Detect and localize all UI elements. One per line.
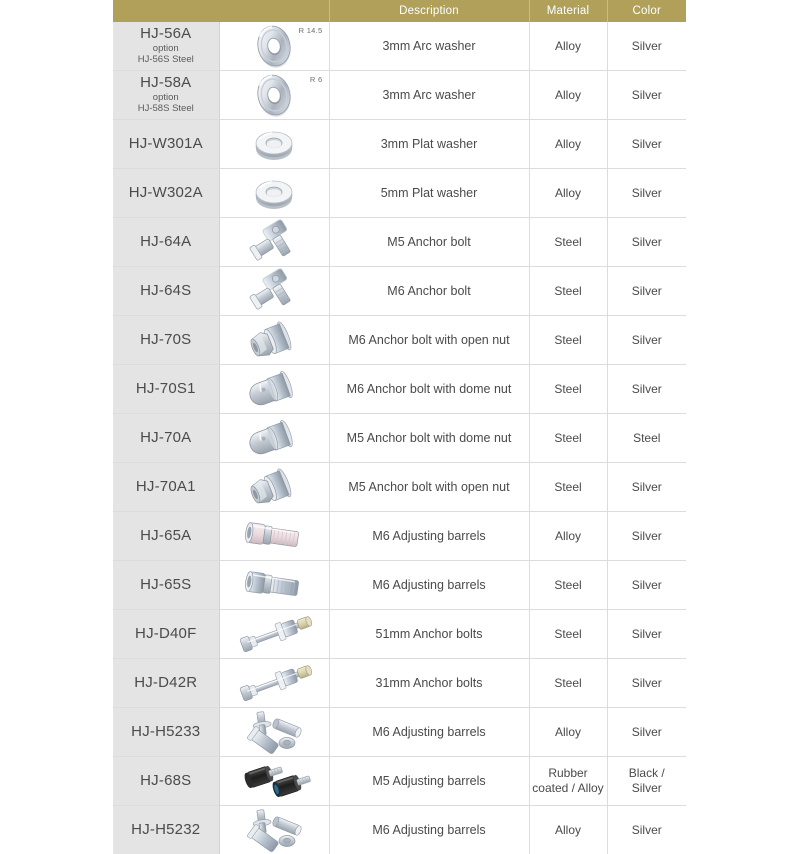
table-row: [113, 463, 686, 512]
color-text: Silver: [632, 333, 662, 347]
color-text: Silver: [632, 725, 662, 739]
table-row: [113, 267, 686, 316]
part-image-cell: [219, 512, 329, 561]
description-text: 3mm Plat washer: [381, 137, 478, 151]
description-text: M6 Adjusting barrels: [372, 725, 485, 739]
color-cell: [607, 708, 686, 757]
table-row: [113, 806, 686, 854]
part-image-cell: [219, 757, 329, 806]
part-option-label: option: [113, 44, 219, 55]
description-cell: [329, 316, 529, 365]
description-cell: [329, 365, 529, 414]
part-number: HJ-D40F: [113, 626, 219, 643]
header-image: [219, 0, 329, 22]
part-number: HJ-H5233: [113, 724, 219, 741]
part-image-cell: [219, 610, 329, 659]
material-text: Alloy: [555, 186, 581, 200]
material-text: Steel: [554, 333, 581, 347]
material-cell: [529, 757, 607, 806]
color-text: Silver: [632, 137, 662, 151]
description-text: 3mm Arc washer: [382, 88, 475, 102]
material-cell: [529, 169, 607, 218]
color-text: Silver: [632, 529, 662, 543]
header-row: [113, 0, 686, 22]
part-option-number: HJ-58S Steel: [113, 104, 219, 115]
part-number: HJ-64S: [113, 283, 219, 300]
description-cell: [329, 512, 529, 561]
color-cell: [607, 806, 686, 854]
color-cell: [607, 561, 686, 610]
table-row: [113, 22, 686, 71]
material-cell: [529, 463, 607, 512]
material-text: Steel: [554, 480, 581, 494]
anchor-bolt-dome-nut-icon: [220, 365, 329, 413]
material-text: Steel: [554, 235, 581, 249]
color-text: Silver: [632, 823, 662, 837]
part-image-cell: [219, 414, 329, 463]
table-row: [113, 316, 686, 365]
part-number-cell: [113, 267, 219, 316]
material-cell: [529, 71, 607, 120]
table-row: [113, 561, 686, 610]
color-text-line1: Black /: [629, 766, 665, 780]
material-text: Alloy: [555, 39, 581, 53]
description-text: 31mm Anchor bolts: [376, 676, 483, 690]
color-cell: [607, 218, 686, 267]
part-number: HJ-56A: [113, 26, 219, 43]
material-cell: [529, 316, 607, 365]
part-option-number: HJ-56S Steel: [113, 55, 219, 66]
description-text: M6 Anchor bolt: [387, 284, 470, 298]
color-text: Silver: [632, 88, 662, 102]
color-cell: [607, 512, 686, 561]
parts-catalog-table: [113, 0, 686, 854]
color-text: Steel: [633, 431, 660, 445]
material-cell: [529, 659, 607, 708]
part-image-cell: [219, 169, 329, 218]
table-row: [113, 659, 686, 708]
material-cell: [529, 561, 607, 610]
part-number: HJ-64A: [113, 234, 219, 251]
description-text: M5 Anchor bolt with dome nut: [347, 431, 512, 445]
color-cell: [607, 659, 686, 708]
part-image-cell: [219, 267, 329, 316]
material-text: Alloy: [555, 137, 581, 151]
description-text: M5 Adjusting barrels: [372, 774, 485, 788]
header-description: Description: [329, 0, 529, 22]
part-number-cell: [113, 316, 219, 365]
color-text: Silver: [632, 39, 662, 53]
table-row: [113, 120, 686, 169]
color-text: Silver: [632, 676, 662, 690]
part-image-cell: [219, 71, 329, 120]
part-number-cell: [113, 71, 219, 120]
description-cell: [329, 757, 529, 806]
material-cell: [529, 414, 607, 463]
adjusting-barrel-icon: [220, 561, 329, 609]
color-text: Silver: [632, 235, 662, 249]
part-number: HJ-70S1: [113, 381, 219, 398]
description-cell: [329, 22, 529, 71]
description-text: M6 Adjusting barrels: [372, 578, 485, 592]
table-header: [113, 0, 686, 22]
part-number-cell: [113, 414, 219, 463]
part-number: HJ-W301A: [113, 136, 219, 153]
material-cell: [529, 806, 607, 854]
part-number-cell: [113, 22, 219, 71]
part-number-cell: [113, 120, 219, 169]
color-text: Silver: [632, 284, 662, 298]
radius-annotation: R 6: [310, 75, 323, 84]
flat-washer-icon: [220, 169, 329, 217]
description-cell: [329, 463, 529, 512]
material-text: Steel: [554, 284, 581, 298]
part-image-cell: [219, 316, 329, 365]
description-text: M5 Anchor bolt with open nut: [348, 480, 509, 494]
table-row: [113, 414, 686, 463]
description-cell: [329, 561, 529, 610]
part-number-cell: [113, 806, 219, 854]
part-number-cell: [113, 218, 219, 267]
material-text: Alloy: [555, 823, 581, 837]
description-cell: [329, 267, 529, 316]
material-text: Steel: [554, 627, 581, 641]
part-number: HJ-65S: [113, 577, 219, 594]
table-row: [113, 708, 686, 757]
long-anchor-bolt-icon: [220, 659, 329, 707]
color-text: Silver: [632, 480, 662, 494]
table-row: [113, 512, 686, 561]
description-cell: [329, 806, 529, 854]
part-number: HJ-58A: [113, 75, 219, 92]
material-text-line2: coated / Alloy: [532, 781, 603, 795]
material-cell: [529, 267, 607, 316]
header-color: Color: [607, 0, 686, 22]
part-number-cell: [113, 169, 219, 218]
description-text: M6 Adjusting barrels: [372, 823, 485, 837]
table-row: [113, 757, 686, 806]
part-number-cell: [113, 561, 219, 610]
material-text: Steel: [554, 431, 581, 445]
material-text: Alloy: [555, 725, 581, 739]
part-image-cell: [219, 659, 329, 708]
part-number-cell: [113, 610, 219, 659]
description-text: M6 Anchor bolt with dome nut: [347, 382, 512, 396]
part-number-cell: [113, 659, 219, 708]
part-image-cell: [219, 806, 329, 854]
description-text: 5mm Plat washer: [381, 186, 478, 200]
color-cell: [607, 267, 686, 316]
table-row: [113, 365, 686, 414]
color-cell: [607, 71, 686, 120]
color-cell: [607, 610, 686, 659]
table-body: [113, 22, 686, 854]
color-text: Silver: [632, 627, 662, 641]
color-cell: [607, 169, 686, 218]
table-row: [113, 218, 686, 267]
radius-annotation: R 14.5: [299, 26, 323, 35]
description-text: 3mm Arc washer: [382, 39, 475, 53]
part-number: HJ-68S: [113, 773, 219, 790]
color-cell: [607, 414, 686, 463]
anchor-bolt-dome-nut-icon: [220, 414, 329, 462]
adjusting-barrel-icon: [220, 512, 329, 560]
table-row: [113, 71, 686, 120]
material-cell: [529, 365, 607, 414]
anchor-bolt-open-nut-icon: [220, 463, 329, 511]
long-anchor-bolt-icon: [220, 610, 329, 658]
material-cell: [529, 708, 607, 757]
description-text: M6 Adjusting barrels: [372, 529, 485, 543]
description-cell: [329, 659, 529, 708]
material-text: Alloy: [555, 529, 581, 543]
part-image-cell: [219, 218, 329, 267]
anchor-bolt-icon: [220, 267, 329, 315]
part-option-label: option: [113, 93, 219, 104]
color-cell: [607, 22, 686, 71]
anchor-bolt-icon: [220, 218, 329, 266]
part-image-cell: [219, 365, 329, 414]
material-cell: [529, 512, 607, 561]
description-text: 51mm Anchor bolts: [376, 627, 483, 641]
header-part-number: [113, 0, 219, 22]
description-cell: [329, 218, 529, 267]
color-cell: [607, 365, 686, 414]
part-number: HJ-70A: [113, 430, 219, 447]
material-text: Steel: [554, 382, 581, 396]
description-cell: [329, 708, 529, 757]
part-number-cell: [113, 512, 219, 561]
part-image-cell: [219, 120, 329, 169]
barrel-parts-group-icon: [220, 708, 329, 756]
barrel-parts-group-icon: [220, 806, 329, 854]
anchor-bolt-open-nut-icon: [220, 316, 329, 364]
material-cell: [529, 610, 607, 659]
part-number-cell: [113, 463, 219, 512]
color-cell: [607, 463, 686, 512]
part-image-cell: [219, 463, 329, 512]
color-text: Silver: [632, 186, 662, 200]
header-material: Material: [529, 0, 607, 22]
description-text: M5 Anchor bolt: [387, 235, 470, 249]
table-row: [113, 169, 686, 218]
part-number: HJ-70S: [113, 332, 219, 349]
part-image-cell: [219, 561, 329, 610]
description-cell: [329, 120, 529, 169]
material-text: Steel: [554, 578, 581, 592]
material-cell: [529, 218, 607, 267]
part-image-cell: [219, 708, 329, 757]
material-cell: [529, 22, 607, 71]
part-number: HJ-65A: [113, 528, 219, 545]
color-cell: [607, 316, 686, 365]
part-number: HJ-70A1: [113, 479, 219, 496]
material-cell: [529, 120, 607, 169]
part-number: HJ-H5232: [113, 822, 219, 839]
description-cell: [329, 71, 529, 120]
color-cell: [607, 120, 686, 169]
color-text: Silver: [632, 578, 662, 592]
description-cell: [329, 414, 529, 463]
color-cell: [607, 757, 686, 806]
material-text: Steel: [554, 676, 581, 690]
part-number-cell: [113, 365, 219, 414]
description-cell: [329, 610, 529, 659]
material-text: Alloy: [555, 88, 581, 102]
part-number: HJ-W302A: [113, 185, 219, 202]
part-image-cell: [219, 22, 329, 71]
flat-washer-icon: [220, 120, 329, 168]
part-number-cell: [113, 757, 219, 806]
table-row: [113, 610, 686, 659]
description-text: M6 Anchor bolt with open nut: [348, 333, 509, 347]
part-number-cell: [113, 708, 219, 757]
color-text-line2: Silver: [632, 781, 662, 795]
color-text: Silver: [632, 382, 662, 396]
description-cell: [329, 169, 529, 218]
rubber-barrel-icon: [220, 757, 329, 805]
part-number: HJ-D42R: [113, 675, 219, 692]
material-text-line1: Rubber: [548, 766, 587, 780]
